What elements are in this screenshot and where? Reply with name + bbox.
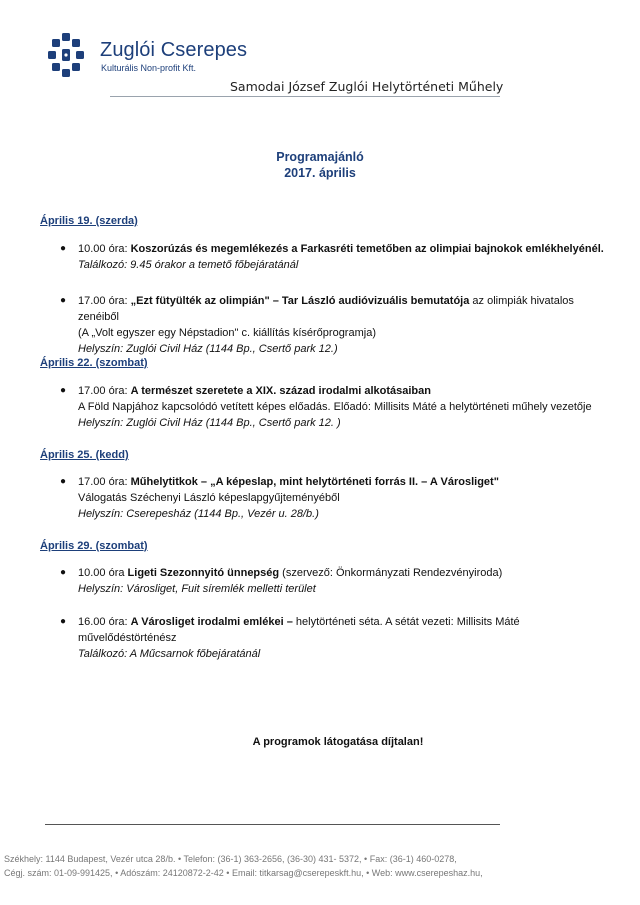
section-date: Április 29. (szombat) [40, 540, 148, 552]
free-admission-note: A programok látogatása díjtalan! [252, 736, 424, 748]
event-time: 10.00 óra: [78, 243, 128, 255]
event-place: Találkozó: 9.45 órakor a temető főbejáratánál [78, 259, 299, 271]
section-april-19 [40, 211, 138, 229]
event-title: Koszorúzás és megemlékezés a Farkasréti temetőben az olimpiai bajnokok emlékhelyénél. [130, 243, 604, 255]
event-time: 17.00 óra: [78, 295, 128, 307]
event-item [78, 474, 608, 522]
event-item [78, 565, 608, 597]
event-title: „Ezt fütyülték az olimpián" – Tar László audióvizuális bemutatója [130, 295, 470, 307]
section-april-22 [40, 353, 148, 371]
brand-subtitle: Kulturális Non-profit Kft. [101, 63, 197, 73]
event-item [78, 241, 608, 273]
section-date: Április 22. (szombat) [40, 357, 148, 369]
section-date: Április 19. (szerda) [40, 215, 138, 227]
event-item [78, 614, 608, 662]
event-item [78, 383, 608, 431]
event-time: 17.00 óra: [78, 476, 128, 488]
event-place: Helyszín: Cserepesház (1144 Bp., Vezér u. 28/b.) [78, 508, 319, 520]
event-place: Helyszín: Zuglói Civil Ház (1144 Bp., Csertő park 12. ) [78, 417, 341, 429]
event-title: A természet szeretete a XIX. század irodalmi alkotásaiban [130, 385, 431, 397]
bullet-icon: ● [60, 295, 67, 306]
bullet-icon: ● [60, 385, 67, 396]
section-april-29 [40, 536, 148, 554]
cserepes-logo-icon [48, 33, 84, 77]
event-description: (szervező: Önkormányzati Rendezvényiroda) [282, 567, 503, 579]
event-time: 16.00 óra: [78, 616, 128, 628]
event-title: Műhelytitkok – „A képeslap, mint helytörténeti forrás II. – A Városliget" [130, 476, 499, 488]
footer-contact-line: Székhely: 1144 Budapest, Vezér utca 28/b. • Telefon: (36-1) 363-2656, (36-30) 431- 5372, • Fax: (36-1) 460-0278, [4, 854, 457, 864]
brand-name: Zuglói Cserepes [100, 39, 248, 61]
event-description: helytörténeti séta. A sétát vezeti: Millisits Máté [295, 616, 520, 628]
header-divider [110, 96, 500, 97]
event-time: 17.00 óra: [78, 385, 128, 397]
event-place: Találkozó: A Műcsarnok főbejáratánál [78, 648, 261, 660]
event-title: A Városliget irodalmi emlékei – [130, 616, 293, 628]
event-title: Ligeti Szezonnyitó ünnepség [127, 567, 280, 579]
footer-company-line: Cégj. szám: 01-09-991425, • Adószám: 24120872-2-42 • Email: titkarsag@cserepeskft.hu, • Web: www.cserepeshaz.hu, [4, 868, 483, 878]
event-place: Helyszín: Városliget, Fuit síremlék melletti terület [78, 583, 316, 595]
section-date: Április 25. (kedd) [40, 449, 129, 461]
page-subtitle: 2017. április [284, 166, 356, 180]
event-extra: (A „Volt egyszer egy Népstadion" c. kiállítás kísérőprogramja) [78, 327, 376, 339]
event-time: 10.00 óra [78, 567, 125, 579]
event-extra: A Föld Napjához kapcsolódó vetített képes előadás. Előadó: Millisits Máté a helytörténeti műhely vezetője [78, 401, 592, 413]
event-place: Helyszín: Zuglói Civil Ház (1144 Bp., Csertő park 12.) [78, 343, 338, 355]
section-april-25 [40, 445, 129, 463]
workshop-name: Samodai József Zuglói Helytörténeti Műhely [230, 79, 504, 94]
bullet-icon: ● [60, 243, 67, 254]
bullet-icon: ● [60, 476, 67, 487]
footer-divider [45, 824, 500, 825]
event-item [78, 293, 608, 357]
event-description: az olimpiák hivatalos zenéiből [78, 295, 574, 323]
event-extra: művelődéstörténész [78, 632, 177, 644]
page-title: Programajánló [276, 150, 364, 164]
bullet-icon: ● [60, 567, 67, 578]
event-extra: Válogatás Széchenyi László képeslapgyűjteményéből [78, 492, 340, 504]
bullet-icon: ● [60, 616, 67, 627]
